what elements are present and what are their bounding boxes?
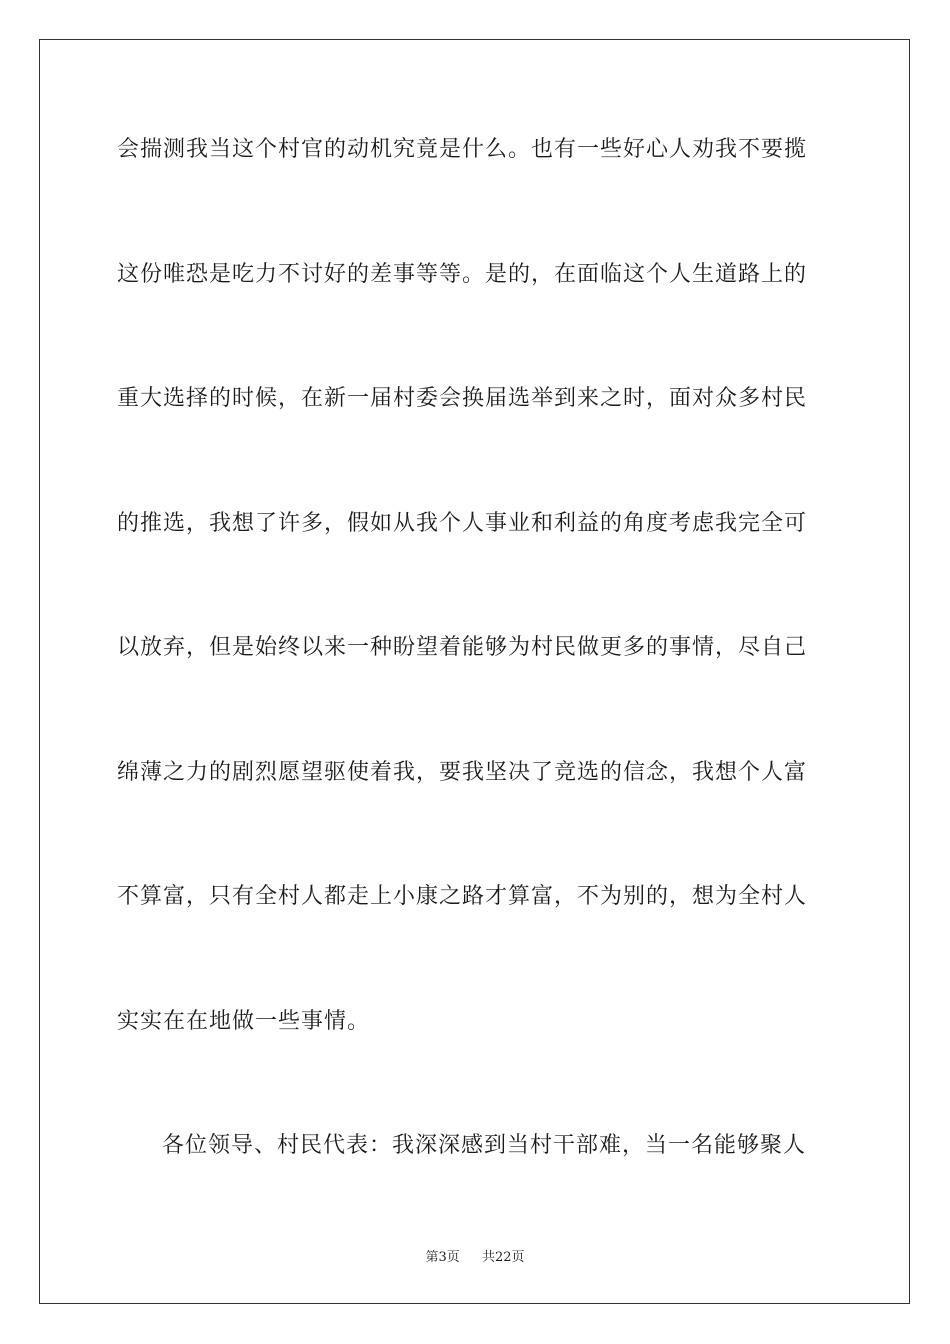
paragraph-line: 不算富，只有全村人都走上小康之路才算富，不为别的，想为全村人 bbox=[117, 884, 808, 909]
page-footer bbox=[0, 1246, 950, 1265]
paragraph-line: 的推选，我想了许多，假如从我个人事业和利益的角度考虑我完全可 bbox=[117, 511, 808, 536]
page-frame bbox=[39, 39, 910, 1304]
paragraph-line: 实实在在地做一些事情。 bbox=[117, 1009, 371, 1034]
paragraph-line: 会揣测我当这个村官的动机究竟是什么。也有一些好心人劝我不要揽 bbox=[117, 137, 808, 162]
paragraph-line: 重大选择的时候，在新一届村委会换届选举到来之时，面对众多村民 bbox=[117, 386, 808, 411]
paragraph-line: 绵薄之力的剧烈愿望驱使着我，要我坚决了竞选的信念，我想个人富 bbox=[117, 760, 808, 785]
paragraph-line: 这份唯恐是吃力不讨好的差事等等。是的，在面临这个人生道路上的 bbox=[117, 262, 808, 287]
paragraph-line: 以放弃，但是始终以来一种盼望着能够为村民做更多的事情，尽自己 bbox=[117, 635, 808, 660]
page-number: 第3页 bbox=[425, 1250, 460, 1265]
page-total: 共22页 bbox=[482, 1250, 525, 1265]
paragraph-line-indented: 各位领导、村民代表：我深深感到当村干部难，当一名能够聚人 bbox=[162, 1133, 807, 1158]
